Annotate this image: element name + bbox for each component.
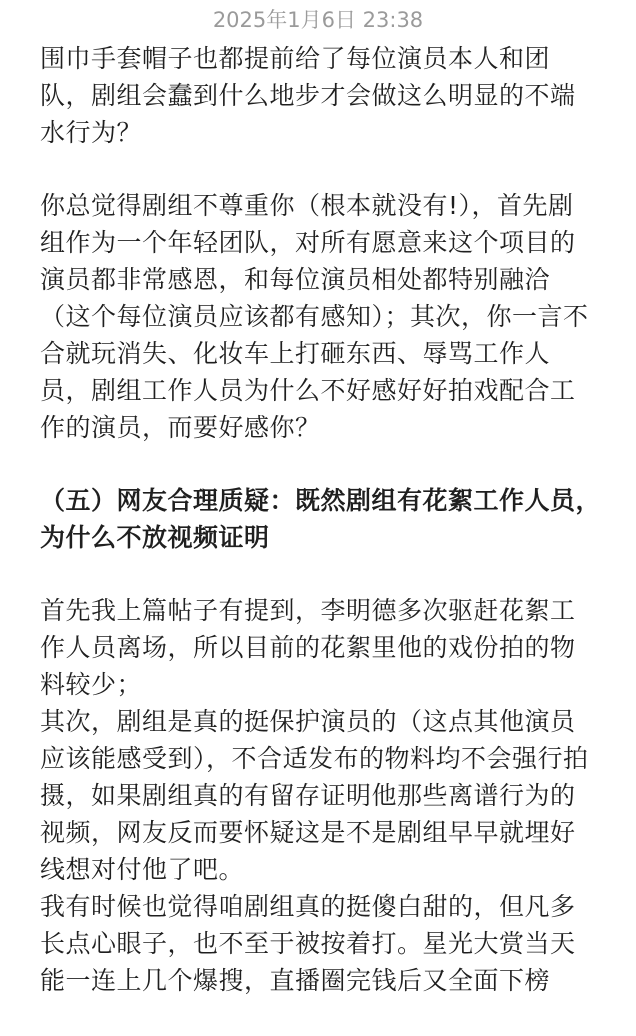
text-line: 其次，剧组是真的挺保护演员的（这点其他演员 [40,707,576,736]
text-line: 围巾手套帽子也都提前给了每位演员本人和团 [40,44,551,73]
paragraph-spacer [40,446,600,482]
text-line: 线想对付他了吧。 [40,855,245,884]
article-body [40,40,600,999]
text-line: 水行为？ [40,118,143,147]
text-line: 你总觉得剧组不尊重你（根本就没有!），首先剧 [40,191,574,220]
paragraph-1 [40,40,600,151]
text-line: 员，剧组工作人员为什么不好感好好拍戏配合工 [40,376,576,405]
text-line: 队，剧组会蠢到什么地步才会做这么明显的不端 [40,81,576,110]
paragraph-4 [40,703,600,888]
heading-line: （五）网友合理质疑：既然剧组有花絮工作人员， [40,486,602,515]
text-line: 首先我上篇帖子有提到，李明德多次驱赶花絮工 [40,596,576,625]
text-line: 料较少； [40,670,143,699]
text-line: 演员都非常感恩，和每位演员相处都特别融洽 [40,265,551,294]
text-line: 应该能感受到），不合适发布的物料均不会强行拍 [40,744,589,773]
text-line: 作的演员，而要好感你？ [40,413,321,442]
heading-line: 为什么不放视频证明 [40,523,270,552]
section-heading [40,482,600,556]
text-line: 视频，网友反而要怀疑这是不是剧组早早就埋好 [40,818,576,847]
paragraph-spacer [40,556,600,592]
text-line: 合就玩消失、化妆车上打砸东西、辱骂工作人 [40,339,551,368]
paragraph-5 [40,888,600,999]
text-line: 组作为一个年轻团队，对所有愿意来这个项目的 [40,228,576,257]
text-line: 摄，如果剧组真的有留存证明他那些离谱行为的 [40,781,576,810]
post-timestamp: 2025年1月6日 23:38 [212,8,424,32]
text-line-partial: 能一连上几个爆搜，直播圈完钱后又全面下榜 [40,966,551,995]
text-line: 我有时候也觉得咱剧组真的挺傻白甜的，但凡多 [40,892,576,921]
text-line: （这个每位演员应该都有感知）；其次，你一言不 [40,302,589,331]
paragraph-spacer [40,151,600,187]
text-line: 长点心眼子，也不至于被按着打。星光大赏当天 [40,929,576,958]
paragraph-2 [40,187,600,446]
text-line: 作人员离场，所以目前的花絮里他的戏份拍的物 [40,633,576,662]
paragraph-3 [40,592,600,703]
